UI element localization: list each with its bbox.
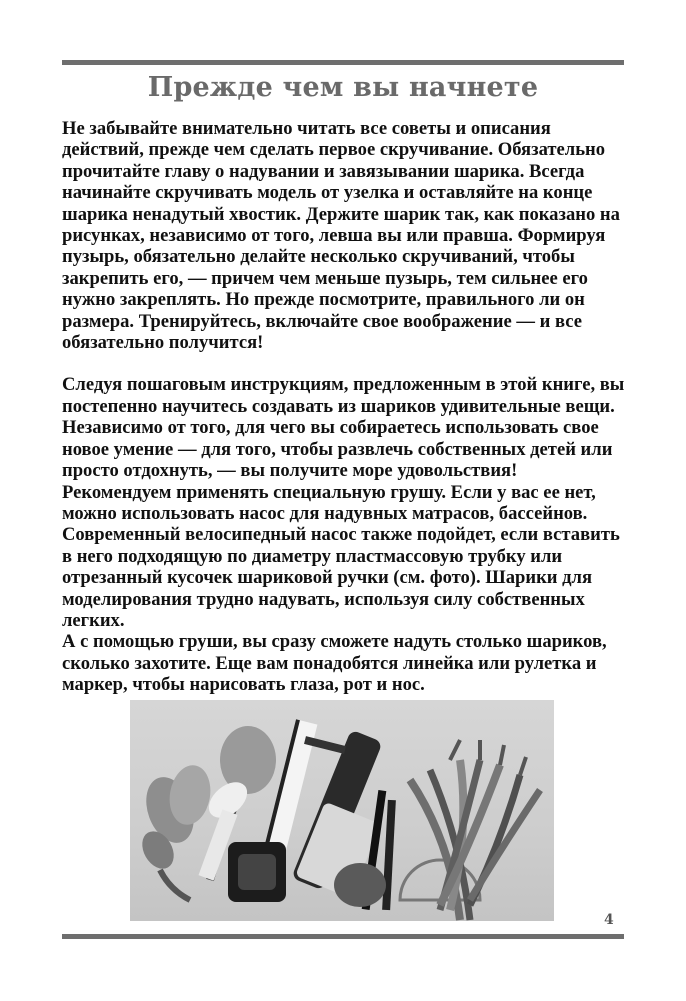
paragraph-instructions: Следуя пошаговым инструкциям, предложенным в этой книге, вы постепенно научитесь создавать из шариков удивительные вещи. Независимо от того, для чего вы собираетесь использовать свое новое умение — для того, чтобы развлечь собственных детей или просто отдохнуть, — вы получите море удовольствия!: [62, 374, 625, 482]
tools-photo-illustration: [130, 700, 554, 921]
top-rule: [62, 60, 624, 65]
tools-photo: [130, 700, 554, 921]
paragraph-tools: А с помощью груши, вы сразу сможете надуть столько шариков, сколько захотите. Еще вам понадобятся линейка или рулетка и маркер, чтобы нарисовать глаза, рот и нос.: [62, 631, 607, 696]
page-title: Прежде чем вы начнете: [147, 72, 539, 103]
paragraph-intro: Не забывайте внимательно читать все советы и описания действий, прежде чем сделать первое скручивание. Обязательно прочитайте главу о надувании и завязывании шарика. Всегда начинайте скручивать модель от узелка и оставляйте на конце шарика ненадутый хвостик. Держите шарик так, как показано на рисунках, независимо от того, левша вы или правша. Формируя пузырь, обязательно делайте несколько скручиваний, чтобы закрепить его, — причем чем меньше пузырь, тем сильнее его нужно закреплять. Но прежде посмотрите, правильного ли он размера. Тренируйтесь, включайте свое воображение — и все обязательно получится!: [62, 118, 620, 354]
page-number: 4: [604, 912, 614, 928]
paragraph-pump: Рекомендуем применять специальную грушу. Если у вас ее нет, можно использовать насос для надувных матрасов, бассейнов. Современный велосипедный насос также подойдет, если вставить в него подходящую по диаметру пластмассовую трубку или отрезанный кусочек шариковой ручки (см. фото). Шарики для моделирования трудно надувать, используя силу собственных легких.: [62, 481, 620, 631]
bottom-rule: [62, 934, 624, 939]
body-text: [62, 118, 632, 696]
